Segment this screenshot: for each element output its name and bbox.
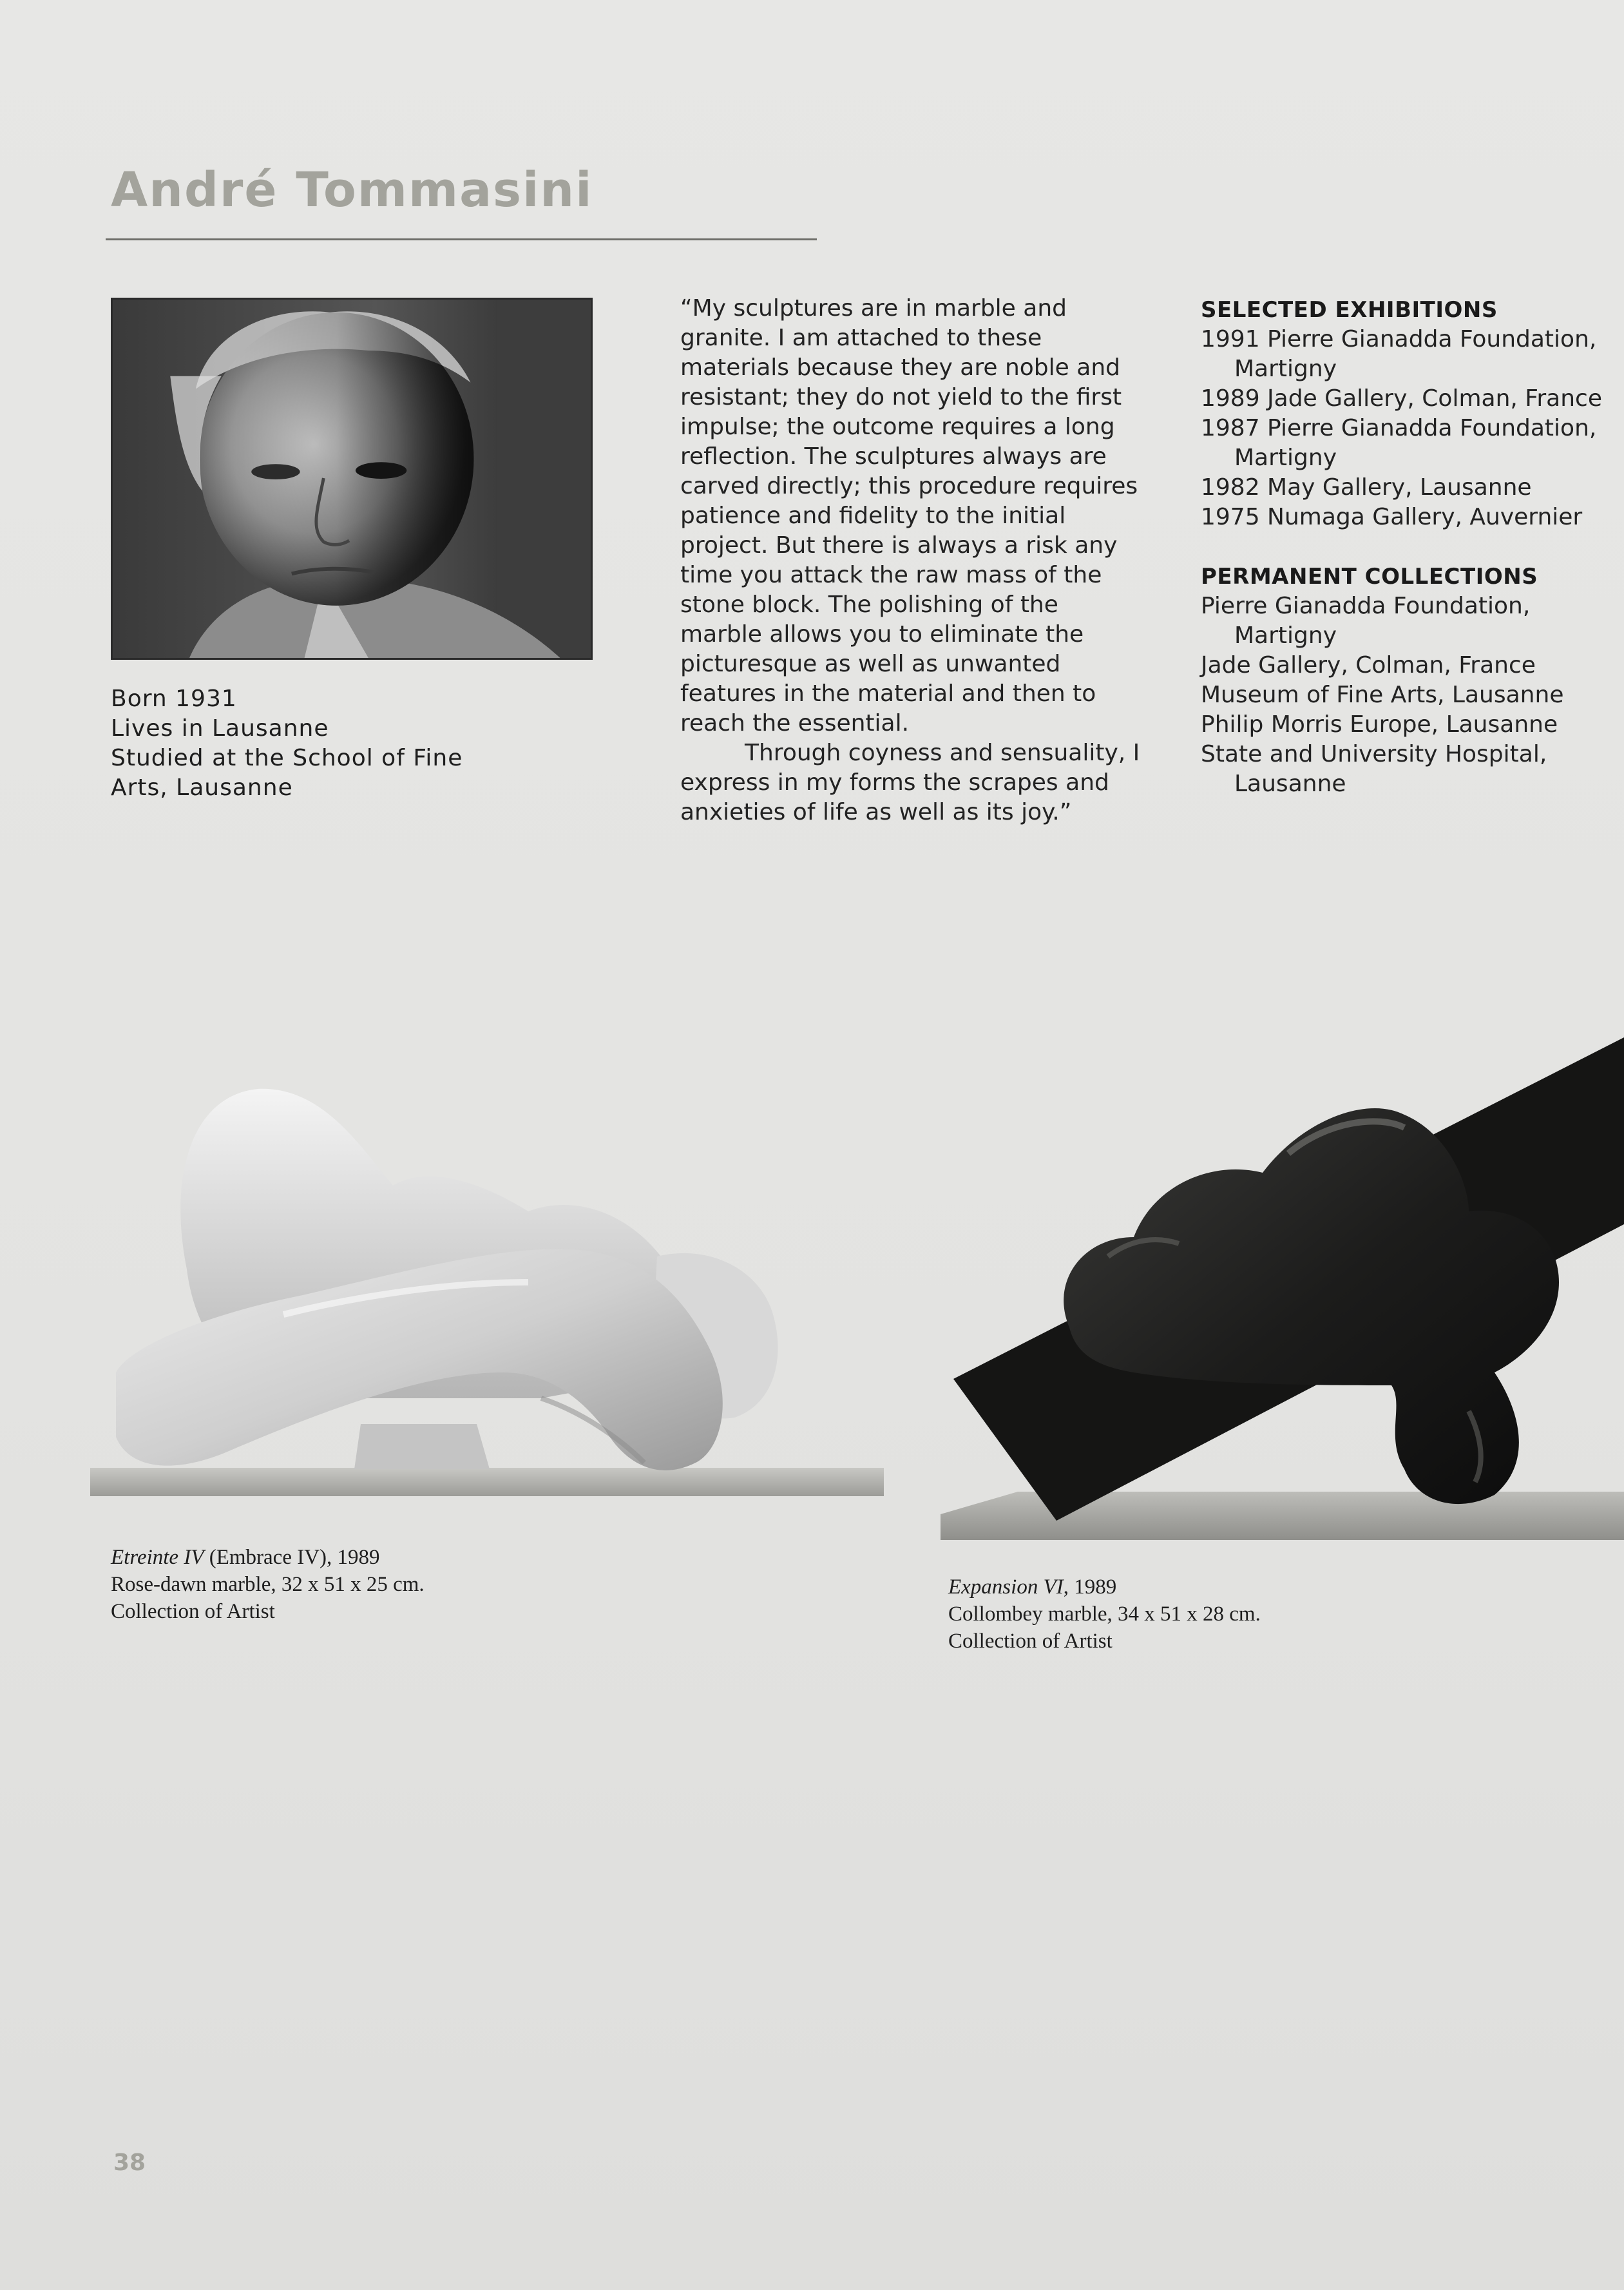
collections-list [1201,592,1613,799]
list-item: Jade Gallery, Colman, France [1201,652,1536,678]
sculpture-photo-etreinte [90,1012,884,1508]
artist-name-title: André Tommasini [111,162,593,218]
list-item: Museum of Fine Arts, Lausanne [1201,682,1564,708]
artist-portrait-photo [111,298,593,660]
artist-statement [680,294,1144,827]
sculpture-image-2 [941,1025,1624,1540]
bio-studied-cont: Arts, Lausanne [111,775,293,801]
portrait-image [113,300,591,658]
work-material: Collombey marble, 34 x 51 x 28 cm. [948,1602,1261,1626]
list-item: 1991 Pierre Gianadda Foundation, Martigny [1201,326,1597,382]
exhibitions-list [1201,325,1613,532]
title-rule [106,238,817,240]
list-item: 1975 Numaga Gallery, Auvernier [1201,504,1583,530]
bio-born: Born 1931 [111,686,237,712]
artist-bio [111,684,562,803]
work-collection: Collection of Artist [111,1600,275,1623]
list-item: 1989 Jade Gallery, Colman, France [1201,385,1602,412]
work-collection: Collection of Artist [948,1630,1113,1653]
list-item: 1987 Pierre Gianadda Foundation, Martigny [1201,415,1597,471]
bio-lives: Lives in Lausanne [111,715,329,742]
bio-studied: Studied at the School of Fine [111,745,463,771]
exhibitions-heading: SELECTED EXHIBITIONS [1201,297,1498,323]
exhibitions-column [1201,295,1613,799]
sculpture-image-1 [90,1012,884,1508]
page-number: 38 [113,2150,146,2176]
sculpture-photo-expansion [941,1025,1624,1540]
work-title: Etreinte IV [111,1546,204,1569]
caption-etreinte: Etreinte IV (Embrace IV), 1989 Rose-dawn marble, 32 x 51 x 25 cm. Collection of Artist [111,1544,425,1625]
list-item: Philip Morris Europe, Lausanne [1201,711,1558,738]
statement-paragraph-2: Through coyness and sensuality, I express in my forms the scrapes and anxieties of life as well as its joy.” [680,740,1140,825]
caption-expansion: Expansion VI, 1989 Collombey marble, 34 x 51 x 28 cm. Collection of Artist [948,1573,1261,1655]
list-item: 1982 May Gallery, Lausanne [1201,474,1532,501]
collections-heading: PERMANENT COLLECTIONS [1201,564,1538,590]
statement-paragraph-1: “My sculptures are in marble and granite. I am attached to these materials because they are noble and resistant; they do not yield to the first impulse; the outcome requires a long reflection. The sculptures always are carved directly; this procedure requires patience and fidelity to the initial project. But there is always a risk any time you attack the raw mass of the stone block. The polishing of the marble allows you to eliminate the picturesque as well as unwanted features in the material and then to reach the essential. [680,295,1138,736]
list-item: Pierre Gianadda Foundation, Martigny [1201,593,1531,649]
work-title: Expansion VI [948,1575,1064,1599]
list-item: State and University Hospital, Lausanne [1201,741,1547,797]
work-material: Rose-dawn marble, 32 x 51 x 25 cm. [111,1573,425,1596]
